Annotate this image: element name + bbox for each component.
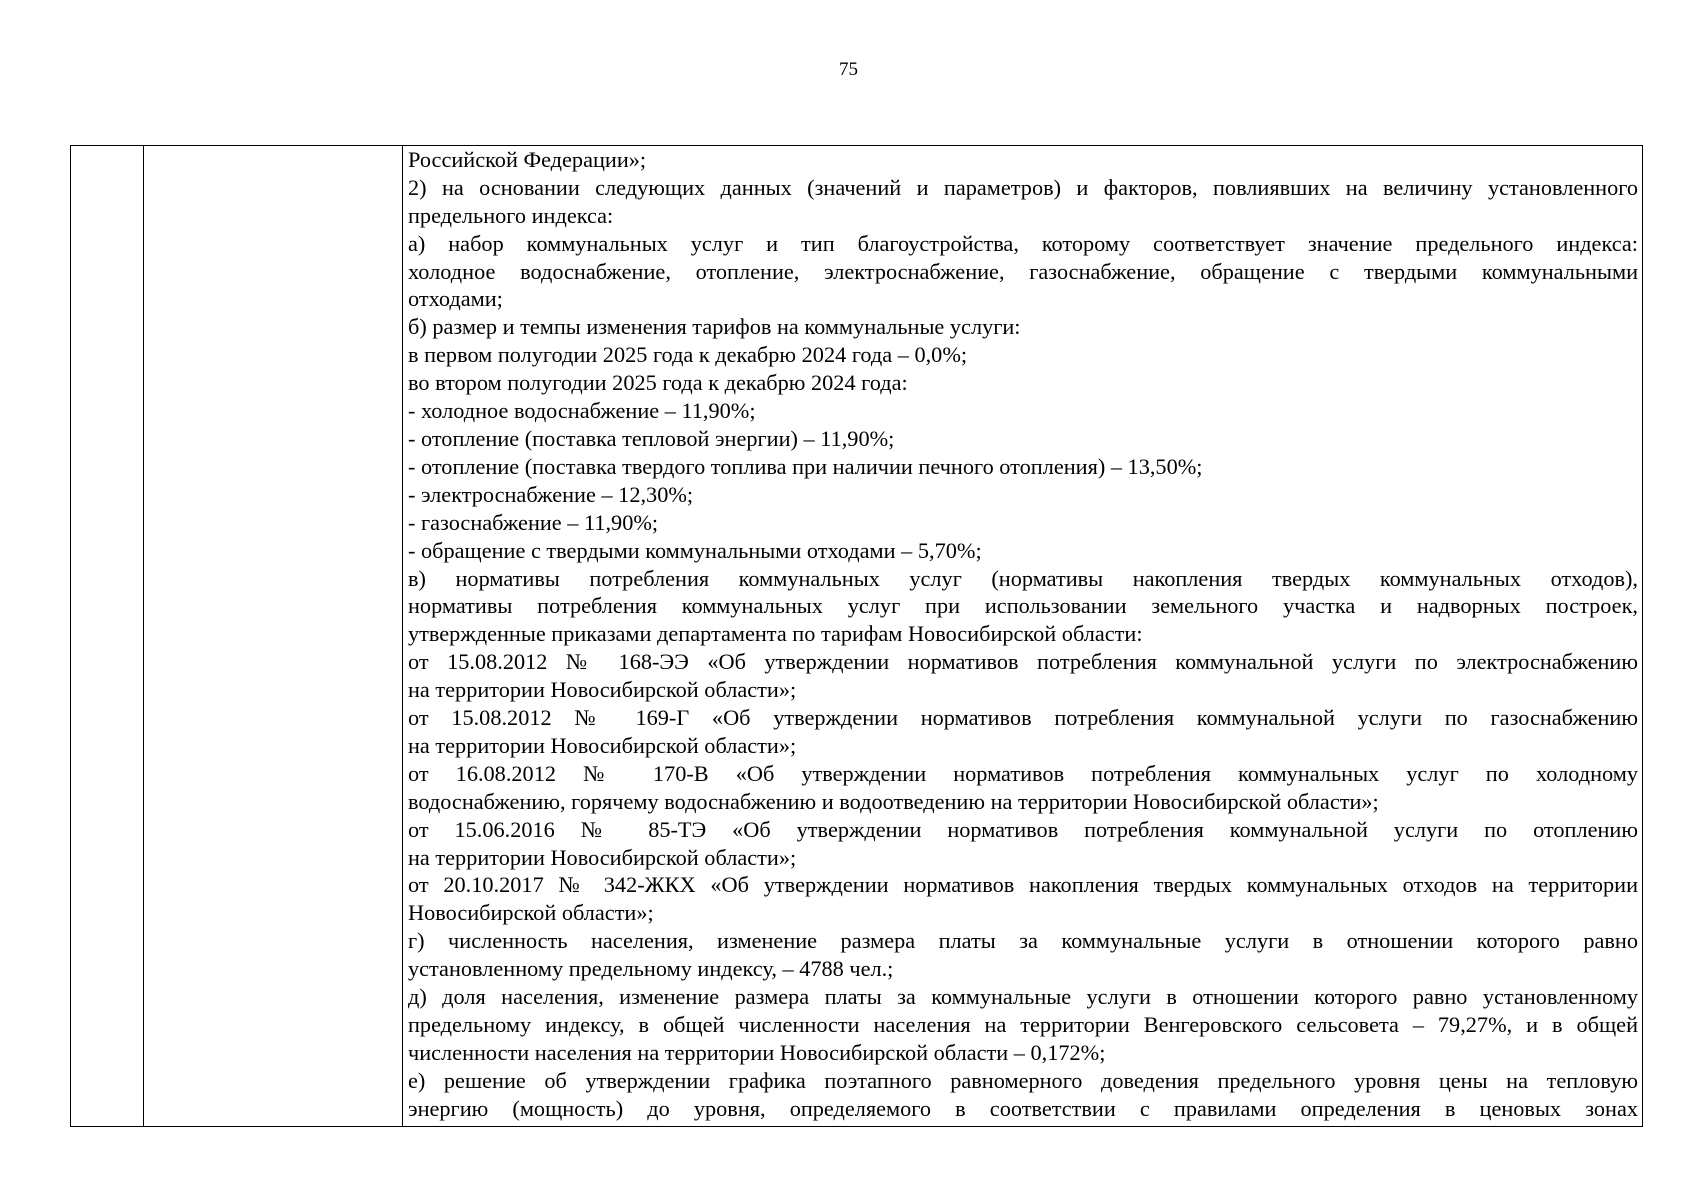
text-line: а) набор коммунальных услуг и тип благоустройства, которому соответствует значение предельного индекса: bbox=[408, 230, 1638, 256]
text-line: - обращение с твердыми коммунальными отходами – 5,70%; bbox=[408, 537, 982, 563]
text-line: е) решение об утверждении графика поэтапного равномерного доведения предельного уровня цены на тепловую bbox=[408, 1067, 1638, 1093]
text-line: предельному индексу, в общей численности населения на территории Венгеровского сельсовета – 79,27%, и в общей bbox=[408, 1011, 1638, 1037]
text-line: утвержденные приказами департамента по тарифам Новосибирской области: bbox=[408, 621, 1143, 647]
text-line: - отопление (поставка тепловой энергии) – 11,90%; bbox=[408, 426, 895, 452]
text-line: от 15.08.2012 № 168-ЭЭ «Об утверждении нормативов потребления коммунальной услуги по электроснабжению bbox=[408, 649, 1638, 675]
text-line: в) нормативы потребления коммунальных услуг (нормативы накопления твердых коммунальных отходов), bbox=[408, 565, 1638, 591]
text-line: на территории Новосибирской области»; bbox=[408, 677, 797, 703]
table-cell-empty-2 bbox=[144, 146, 403, 1127]
document-table bbox=[70, 145, 1643, 1127]
text-line: на территории Новосибирской области»; bbox=[408, 732, 797, 758]
text-line: энергию (мощность) до уровня, определяемого в соответствии с правилами определения в ценовых зонах bbox=[408, 1095, 1638, 1121]
text-line: отходами; bbox=[408, 286, 503, 312]
text-line: - электроснабжение – 12,30%; bbox=[408, 481, 694, 507]
text-line: Новосибирской области»; bbox=[408, 900, 654, 926]
table-row bbox=[71, 146, 1643, 1127]
text-line: водоснабжению, горячему водоснабжению и водоотведению на территории Новосибирской области»; bbox=[408, 788, 1379, 814]
text-line: г) численность населения, изменение размера платы за коммунальные услуги в отношении которого равно bbox=[408, 928, 1638, 954]
text-line: во втором полугодии 2025 года к декабрю 2024 года: bbox=[408, 370, 908, 396]
text-line: от 15.06.2016 № 85-ТЭ «Об утверждении нормативов потребления коммунальной услуги по отоплению bbox=[408, 816, 1638, 842]
table-cell-text bbox=[403, 146, 1643, 1127]
text-line: - холодное водоснабжение – 11,90%; bbox=[408, 398, 756, 424]
text-body bbox=[408, 146, 1638, 1122]
text-line: д) доля населения, изменение размера платы за коммунальные услуги в отношении которого равно установленному bbox=[408, 984, 1638, 1010]
text-line: б) размер и темпы изменения тарифов на коммунальные услуги: bbox=[408, 314, 1021, 340]
text-line: холодное водоснабжение, отопление, электроснабжение, газоснабжение, обращение с твердыми коммунальными bbox=[408, 258, 1638, 284]
text-line: 2) на основании следующих данных (значений и параметров) и факторов, повлиявших на величину установленного bbox=[408, 174, 1638, 200]
table-cell-empty-1 bbox=[71, 146, 144, 1127]
text-line: - отопление (поставка твердого топлива при наличии печного отопления) – 13,50%; bbox=[408, 453, 1203, 479]
text-line: предельного индекса: bbox=[408, 202, 614, 228]
text-line: от 16.08.2012 № 170-В «Об утверждении нормативов потребления коммунальных услуг по холодному bbox=[408, 760, 1638, 786]
text-line: в первом полугодии 2025 года к декабрю 2024 года – 0,0%; bbox=[408, 342, 968, 368]
page-number: 75 bbox=[839, 59, 858, 80]
text-line: Российской Федерации»; bbox=[408, 147, 647, 172]
text-line: нормативы потребления коммунальных услуг при использовании земельного участка и надворных построек, bbox=[408, 593, 1638, 619]
text-line: численности населения на территории Новосибирской области – 0,172%; bbox=[408, 1039, 1106, 1065]
text-line: от 15.08.2012 № 169-Г «Об утверждении нормативов потребления коммунальной услуги по газоснабжению bbox=[408, 705, 1638, 731]
text-line: от 20.10.2017 № 342-ЖКХ «Об утверждении нормативов накопления твердых коммунальных отходов на территории bbox=[408, 872, 1638, 898]
text-line: на территории Новосибирской области»; bbox=[408, 844, 797, 870]
text-line: - газоснабжение – 11,90%; bbox=[408, 509, 659, 535]
text-line: установленному предельному индексу, – 4788 чел.; bbox=[408, 956, 894, 982]
